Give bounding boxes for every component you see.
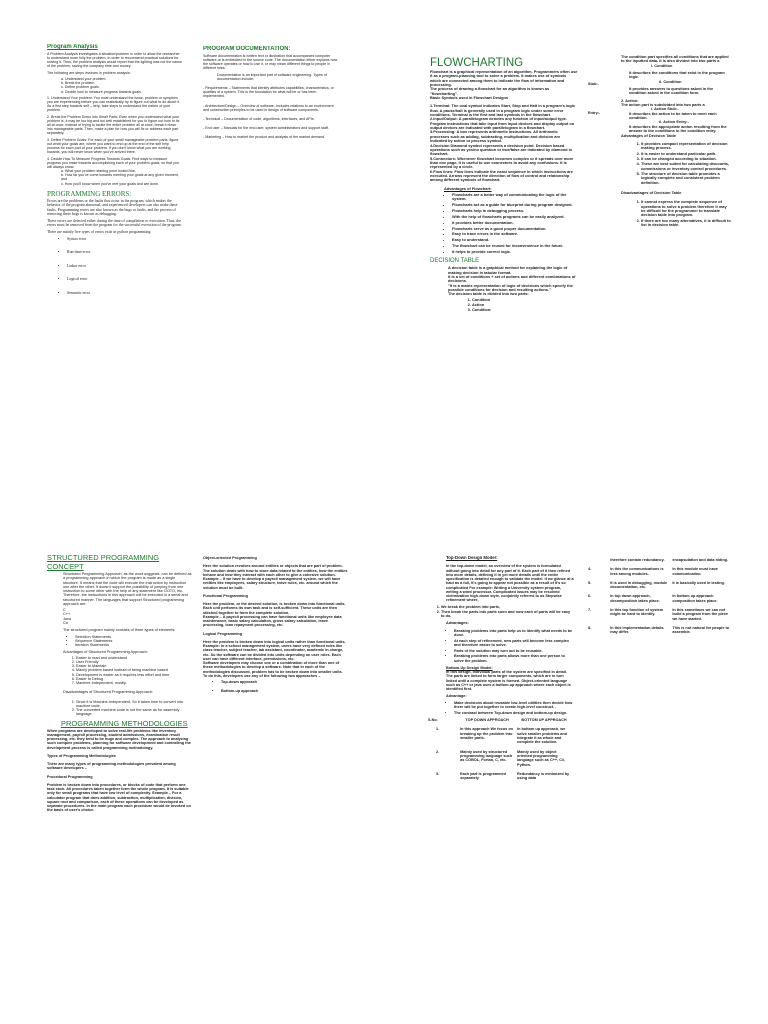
list-item: • With the help of flowcharts programs can be easily analyzed. [452, 215, 578, 219]
list-item: • Flowcharts are a better way of communicating the logic of the system. [452, 193, 578, 202]
table-cell: therefore contain redundancy. [610, 558, 665, 562]
list-item: • Breaking problems into parts help us to identify what needs to be done. [454, 629, 574, 638]
paragraph: Types of Programming Methodologies [47, 753, 116, 758]
list-item: • Selection Statements [75, 635, 192, 639]
stub-label: Stub:- [588, 82, 599, 86]
paragraph: A Problem Analysis investigates a situation/problem in order to allow the researcher to understand more fully the problem, in order to recommend practical solutions for solving it. Thus, the problem analysis would report that the lighting was not the cause of the problem, saving the company time and money. [47, 52, 182, 69]
list-item: 3. Easier to Maintain [76, 664, 192, 668]
advantages-flowchart-heading: Advantages of Flowchart: [444, 185, 492, 191]
list-item: 1. Condition [472, 298, 578, 302]
paragraph: 2.Input/Output: A parallelogram denotes any function of input/output type. Program instructions that take input from input devices and display output on output devices are indicated with parallelogram in a flowchart. [430, 116, 575, 131]
paragraph: A decision table is a graphical method for explaining the logic of making decision in tabular format. [448, 265, 568, 275]
table-cell: encapsulation and data hiding. [672, 558, 729, 562]
list-item: • Syntax error [67, 237, 182, 242]
paragraph: Software documentation is written text or illustration that accompanies computer software or is embedded in the source code. The documentation either explains how the software operates or how to use it, or may mean different things to people in different roles. [203, 54, 338, 71]
paragraph: These errors are detected either during the time of compilation or execution. Thus, the errors must be removed from the program for the successful execution of the program. [47, 218, 182, 228]
table-cell: In bottom up approach, we solve smaller problems and integrate it as whole and complete the solution. [517, 727, 568, 745]
paragraph: Problem is broken down into procedures, or blocks of code that perform one task each. All procedures taken together form the whole program. It is suitable only for small programs that have low level of complexity. Example – For a calculator program that does addition, subtraction, multiplication, division, square root and comparison, each of these operations can be developed as separate procedures. In the main program each procedure would be invoked on the basis of user's choice. [47, 782, 191, 813]
paragraph: It describes the conditions that exist in the program logic. [629, 70, 725, 80]
list-item: • Flowcharts serve as a good proper documentation. [452, 227, 578, 231]
table-cell: 3. [436, 771, 440, 776]
list-item: • At each step of refinement, new parts will become less complex and therefore easier to solve. [454, 639, 574, 648]
list-item: 2. User Friendly [76, 660, 192, 664]
list-item: 6. Easier to Debug [76, 677, 192, 681]
paragraph: Example – If we have to develop a payroll management system, we will have entities like employees, salary structure, leave rules, etc. around which the solution must be built. [203, 577, 341, 590]
list-item: • Easy to trace errors in the software. [452, 232, 578, 236]
list-item: 3. It can be changed according to situation. [641, 157, 731, 161]
top-down-advantages [428, 629, 574, 663]
list-item: • Flowcharts help in debugging process. [452, 209, 578, 213]
table-row [588, 558, 736, 567]
list-item: a. Understand your problem [61, 77, 106, 82]
p1-col1 [47, 44, 182, 474]
list-item: d. Decide how to measure progress towards goals. [61, 89, 142, 94]
structured-elements-list [63, 635, 192, 648]
paragraph: The following are steps involves in problem analysis: [47, 70, 131, 75]
list-item: 5. Development is easier as it requires less effort and time [76, 673, 192, 677]
table-cell: 2. [436, 749, 440, 754]
paragraph: 4.Decision Diamond symbol represents a decision point. Decision based operations such as yes/no question or true/false are indicated by diamond in flowchart. [430, 142, 573, 157]
table-cell: Mainly used by structured programming language such as COBOL, Fortan, C, etc. [460, 749, 513, 763]
decision-table-parts [448, 298, 578, 313]
list-item: 4. These are best suited for calculating discounts, commissions or inventory control procedures. [641, 162, 731, 171]
list-item: • Bottom-up approach [221, 689, 348, 693]
list-item: • Parts of the solution may turn out to be reusable. [454, 649, 574, 653]
paragraph: In the top-down model, an overview of the system is formulated without going into detail for any part of it. Each part of it then refined into more details, defining it in yet more details until the entire specification is detailed enough to validate the model. if we glance at a haul as a full, it's going to appear not possible as a result of it's so complicated For example: Writing a University system program, writing a word processor. Complicated issues may be resolved victimization high-down style, conjointly referred to as Stepwise refinement where, [446, 564, 574, 603]
list-item: 2. Action [472, 303, 578, 307]
top-down-steps [428, 605, 574, 619]
list-item: Java [63, 616, 72, 621]
advantages-decision-table-heading: Advantages of Decision Table [621, 132, 677, 138]
paragraph: Flowchart is a graphical representation of an algorithm. Programmers often use it as a program-planning tool to solve a problem. It makes use of symbols which are connected among them to indicate the flow of information and processing. [430, 69, 578, 88]
list-item: • Easy to understand. [452, 238, 578, 242]
table-cell: It is used in debugging, module documentation, etc. [610, 580, 668, 590]
paragraph: Procedural Programming [47, 774, 93, 779]
list-item: • The flowchart can be reused for inconvenience in the future. [452, 244, 578, 248]
paragraph: There are mainly five types of errors exist in python programming: [47, 230, 152, 235]
program-documentation-heading: PROGRAM DOCUMENTATION: [203, 46, 291, 52]
paragraph: When programs are developed to solve real-life problems like inventory management, payroll processing, student admissions, examination result processing, etc. they tend to be huge and complex. The approach to analyzing such complex problems, planning for software development and controlling the development process is called programming methodology. [47, 728, 191, 750]
paragraph: "It is a matrix representation of logic of decisions which specify the possible conditions for decision and resulting actions." [448, 282, 573, 292]
decision-table-disadvantages [621, 200, 731, 227]
list-item: c. Define problem goals [61, 85, 99, 90]
error-types-list [47, 237, 182, 296]
list-item: C [63, 608, 66, 613]
p1-col4 [621, 55, 731, 380]
table-cell: In this sometimes we can not build a program from the piece we have started. [672, 608, 729, 621]
paragraph: The process of drawing a flowchart for an algorithm is known as "flowcharting". [430, 86, 550, 96]
table-row [428, 727, 574, 749]
list-item: • Semantic error [67, 291, 182, 296]
list-item: a. What your problem starting point looked like, [61, 169, 136, 174]
table-row [428, 772, 574, 786]
table-cell: 1. [436, 727, 440, 732]
logical-heading: Logical Programming [203, 631, 243, 636]
list-item: 2. The converted machine code is not the same as for assembly language. [76, 708, 192, 717]
list-item: • Iteration Statements [75, 643, 192, 647]
paragraph: - Marketing – How to market the product and analysis of the market demand. [203, 135, 326, 140]
table-row [428, 750, 574, 772]
table-header: S.No. [428, 718, 438, 723]
paragraph: Here the problem is broken down into logical units rather than functional units. Example: In a school management system, users have very defined roles like class teacher, subject teacher, lab assistant, coordinator, academic in-charge, etc. So the software can be divided into units depending on user roles. Each user can have different interface, permissions, etc. [203, 639, 346, 661]
oop-heading: Object-oriented Programming [203, 556, 257, 560]
structured-advantages-list [63, 656, 192, 686]
table-cell: Each part is programmed separately [460, 771, 506, 781]
paragraph: The decision table is divided into two parts: [448, 291, 529, 297]
list-item: i. Condition [651, 62, 673, 68]
bottom-up-heading: Bottom-Up Design Model: [446, 665, 493, 670]
table-cell: In this top function of system might be hard to identify. [610, 608, 664, 617]
structured-disadvantages-list [63, 700, 192, 717]
bottom-up-advantages [428, 701, 574, 715]
paragraph: Software developers may choose one or a combination of more than one of these methodologies to develop a software. Note that in each of the methodologies discussed, problem has to be broken down into smaller units. To do this, developers use any of the following two approaches – [203, 661, 343, 678]
p1-col3 [430, 57, 578, 467]
structured-programming-heading: STRUCTURED PROGRAMMING CONCEPT [47, 553, 160, 571]
paragraph: Errors are the problems or the faults that occur in the program, which makes the behavior of the program abnormal, and experienced developers can also make these faults. Programming errors are also known as the bugs or faults, and the process of removing these bugs is known as debugging. [47, 198, 178, 217]
paragraph: Here the solution revolves around entities or objects that are part of problem. The solution deals with how to store data related to the entities, how the entities behave and how they interact with each other to give a cohesive solution. [203, 564, 348, 577]
p2-col1 [47, 553, 192, 988]
paragraph: Documentation is an important part of software engineering. Types of documentation include: [217, 72, 327, 81]
paragraph: The condition part specifies all conditions that are applied to the inputted data. It is also divided into two parts a [621, 55, 729, 64]
table-cell: Redundancy is minimized by using data [517, 771, 570, 781]
table-cell: In this approach We focus on breaking up the problem into smaller parts. [460, 727, 513, 741]
advantage-heading: Advantage: [446, 693, 467, 698]
list-item: • Linker error [67, 264, 182, 269]
paragraph: 1. Understand Your problem: You must understand the issue, problem or symptom you are experiencing before you can realistically try to figure out what to do about it. As a first step towards self – help, take steps to understand the nature of your problem. [47, 95, 181, 113]
list-item: • It provides better documentation. [452, 221, 578, 225]
paragraph: 4. Decide How To Measure Progress Towards Goals: Find ways to measure progress you make towards accomplishing each of your problem goals, so that you will always know: [47, 156, 179, 169]
table-cell: Mainly used by object oriented programming language such as C++, C#, Python. [517, 749, 566, 767]
top-down-heading: Top-Down Design Model: [446, 556, 498, 560]
approaches-list [203, 680, 348, 694]
list-item: 1. It cannot express the complete sequence of operations to solve a problem therefore it may be difficult for the programmer to translate decision table into program. [641, 200, 731, 217]
table-cell: In bottom up approach composition takes place. [672, 594, 718, 603]
list-item: b. Break the problem [61, 81, 95, 86]
paragraph: - Technical – Documentation of code, algorithms, interfaces, and APIs. [203, 116, 315, 121]
table-cell: 6. [588, 594, 592, 599]
table-cell: 5. [588, 580, 592, 585]
paragraph: It describes the appropriate action resulting from the answer to the conditions in the condition entry. [629, 123, 727, 134]
list-item: • Make decisions about reusable low-level utilities then decide how there will be put together to create high-level construct. , [454, 701, 574, 710]
list-item: • Breaking problems into parts allows more than one person to solve the problem. [454, 654, 574, 663]
list-item: 3. Condition: [472, 308, 578, 312]
analysis-steps [47, 77, 182, 94]
paragraph: Example – A payroll processing can have functional units like employee data maintenance, basic salary calculation, gross salary calculation, leave processing, loan repayment processing, etc. [203, 614, 342, 628]
table-row [588, 626, 736, 640]
list-item: • Top-down approach [221, 680, 348, 684]
list-item: • Flowcharts act as a guide for blueprint during program designed. [452, 203, 578, 207]
p2-col4 [588, 558, 736, 733]
paragraph: It is a set of conditions + set of actions and different combinations of decisions. [448, 273, 576, 284]
list-item: i. Action Stub:- [651, 106, 679, 112]
table-row [588, 608, 736, 626]
flowcharting-heading: FLOWCHARTING [430, 57, 524, 69]
paragraph: 1.Terminal: The oval symbol indicates Start, Stop and Halt in a program's logic flow. A pause/halt is generally used in a program logic under some error conditions. Terminal is the first and last symbols in the flowchart. [430, 103, 576, 118]
table-row [588, 567, 736, 581]
table-cell: 7. [588, 608, 592, 613]
programming-methodologies-heading: PROGRAMMING METHODOLOGIES [61, 718, 188, 728]
table-cell: 4. [588, 567, 592, 572]
table-cell: In this implementation details may differ. [610, 625, 664, 635]
list-item: 1. Since it is Machine-Independent, So it takes time to convert into machine code. [76, 700, 192, 709]
list-item: 7. Machine-Independent, mostly. [76, 681, 192, 685]
list-item: • The contrast between Top-down design and bottom-up design. [454, 711, 574, 715]
list-item: • Logical error [67, 277, 182, 282]
list-item: b. How far you've come towards meeting your goals at any given moment, and [61, 173, 179, 182]
list-item: • Run-time error [67, 250, 182, 255]
paragraph: - End user – Manuals for the end-user, system administrators and support staff. [203, 126, 329, 131]
advantages-structured-heading: Advantages of Structured Programming Approach: [63, 650, 148, 655]
list-item: C# [63, 620, 68, 625]
advantages-heading: Advantages: [446, 621, 469, 626]
table-header-row [428, 718, 574, 727]
table-cell [588, 558, 610, 567]
table-cell: In top down approach, decomposition takes place. [610, 594, 660, 603]
table-cell: In this the communications is less among modules. [610, 567, 664, 576]
p2-col3 [428, 556, 574, 996]
paragraph: The action part is subdivided into two parts a [621, 102, 705, 108]
list-item: 2. If there are too many alternatives, it is difficult to list in decision table. [641, 219, 731, 228]
list-item: 2. It is easier to understand particular path. [641, 152, 731, 156]
list-item: c. How you'll know when you've met your goals and are done. [61, 181, 160, 186]
functional-heading: Functional Programming [203, 593, 248, 598]
disadvantages-decision-table-heading: Disadvantages of Decision Table [621, 189, 682, 195]
comparison-table [428, 718, 574, 785]
comparison-table-continued [588, 558, 736, 640]
flowchart-advantages-list [430, 193, 578, 254]
table-cell: It is basically used in testing. [672, 580, 725, 585]
p2-col2 [203, 556, 348, 801]
paragraph: It provides answers to questions asked in the condition asked in the condition form. [629, 86, 714, 96]
paragraph: 6.Flow lines: Flow lines indicate the exact sequence in which instructions are executed. Arrows represent the direction of flow of control and relationship among different symbols of flowchart. [430, 168, 573, 183]
paragraph: Basic Symbols used in Flowchart Designs [430, 95, 509, 101]
list-item: • Sequence Statements [75, 639, 192, 643]
table-row [588, 581, 736, 595]
paragraph: - Requirements – Statements that identify attributes capabilities, characteristics, or qualities of a system. This is the foundation for what will be or has been implemented. [203, 86, 334, 99]
list-item: 2. Then break the parts into parts soon and now each of parts will be easy to do. [441, 610, 574, 619]
paragraph: 3. Define Problem Goals: For each of your small manageable problem parts, figure out what your goals are, where you want to end up at the end of the self help process for each part of your problem. If you don't know what you are working towards, you will never know when you've arrived there. [47, 137, 179, 155]
table-header: TOP DOWN APPROACH [465, 718, 509, 723]
table-cell: In this module must have communication. [672, 567, 718, 576]
paragraph: In this design, individual parts of the system are specified in detail. The parts are linked to form larger components, which are in turn linked until a complete system is formed. Object-oriented language such as C++ or java uses a bottom-up approach where each object is identified first. [446, 670, 571, 692]
entry-label: Entry:- [588, 111, 601, 115]
paragraph: The structured program mainly consists of three types of elements: [63, 628, 176, 633]
paragraph: 3.Processing: A box represents arithmetic instructions. All arithmetic processes such as adding, subtracting, multiplication and division are indicated by action or process symbol. [430, 129, 561, 144]
p1-col2 [203, 46, 338, 196]
paragraph: Here the problem, or the desired solution, is broken down into functional units. Each unit performs its own task and is self-sufficient. These units are then stitched together to form the complete solution. [203, 602, 346, 615]
table-row [588, 594, 736, 608]
paragraph: - Architecture/Design – Overview of software. Includes relations to an environment and construction principles to be used in design of software components. [203, 103, 334, 112]
list-item: 4. Mainly problem based instead of being machine based [76, 668, 192, 672]
table-cell: This is not natural for people to assemble. [672, 625, 730, 635]
paragraph: 2. Break the Problem Down into Small Parts: Even when you understand what your problem is, it may be too big and too well established for you to figure out how to fix all at once. Instead of trying to tackle the entire problem all at once, break it down into manageable parts. Then, make a plan for how you will fix or address each part separately. [47, 114, 180, 136]
list-item: 1. It provides compact representation of decision making process. [641, 142, 731, 151]
list-item: ii. Condition [659, 78, 682, 84]
paragraph: 2. Action: [621, 97, 639, 103]
list-item: 1. We break the problem into parts, [441, 605, 574, 609]
program-analysis-heading: Program Analysis [47, 44, 98, 50]
paragraph: There are many types of programming methodologies prevalent among software developers – [47, 762, 176, 771]
decision-table-heading: DECISION TABLE [430, 258, 480, 265]
table-header: BOTTOM UP APPROACH [521, 718, 567, 723]
paragraph: 5.Connectors: Whenever flowchart becomes complex or it spreads over more than one page, it is useful to use connectors to avoid any confusions. It is represented by a circle. [430, 155, 574, 170]
table-cell: 8. [588, 625, 592, 630]
paragraph: Structured Programming Approach, as the word suggests, can be defined as a programming approach in which the program is made as a single structure. It means that the code will execute the instruction by instruction one after the other. It doesn't support the possibility of jumping from one instruction to some other with the help of any statement like GOTO, etc. Therefore, the instructions in this approach will be executed in a serial and structured manner. The languages that support Structured programming approach are: [63, 572, 192, 606]
list-item: ii. Action Entry:- [659, 119, 689, 125]
decision-table-advantages [621, 142, 731, 185]
disadvantages-structured-heading: Disadvantages of Structured Programming Approach: [63, 690, 153, 695]
list-item: C++ [63, 612, 71, 617]
list-item: 1. Easier to read and understand [76, 656, 192, 660]
paragraph: It describes the action to be taken to meet each condition. [629, 110, 717, 121]
list-item: • It helps to provide correct logic. [452, 250, 578, 254]
programming-errors-heading: PROGRAMMING ERRORS: [47, 189, 132, 198]
list-item: 5. The structure of decision table promotes a logically complete and consistent problem definition. [641, 172, 731, 185]
